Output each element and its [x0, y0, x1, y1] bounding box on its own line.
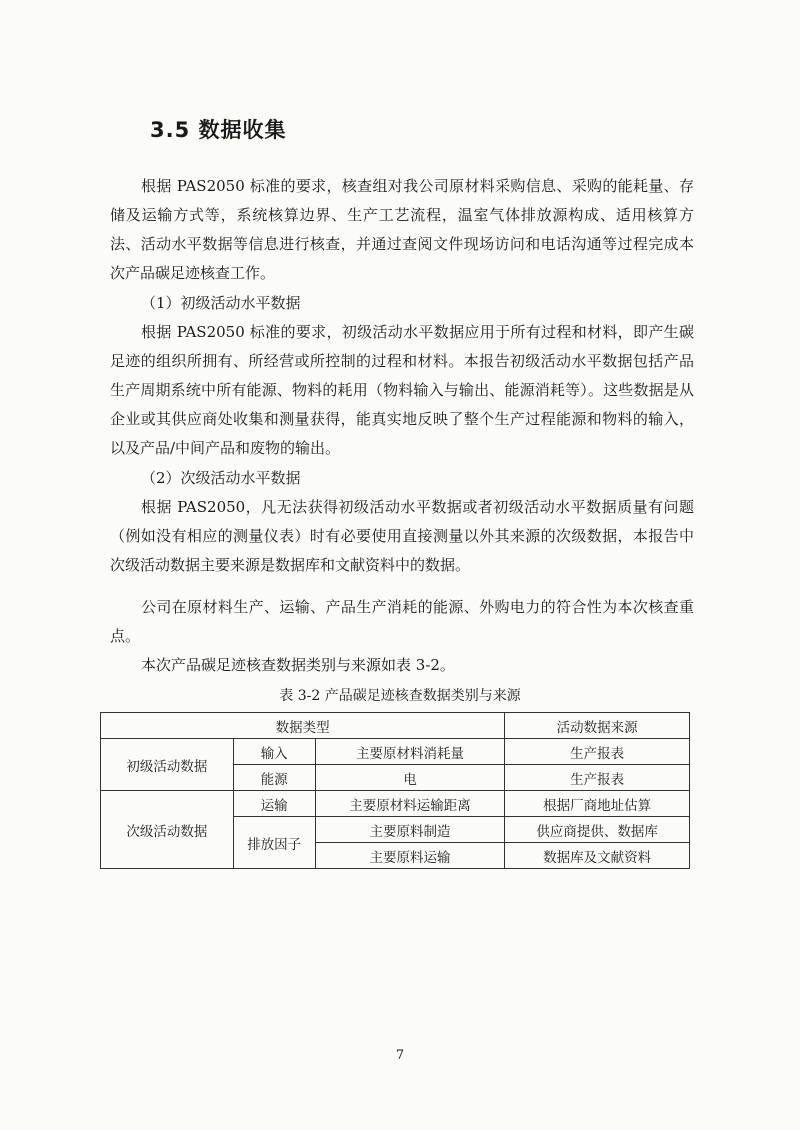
primary-data-paragraph: 根据 PAS2050 标准的要求，初级活动水平数据应用于所有过程和材料，即产生碳足迹的组织所拥有、所经营或所控制的过程和材料。本报告初级活动水平数据包括产品生产周期系统中所有能源、物料的耗用（物料输入与输出、能源消耗等）。这些数据是从企业或其供应商处收集和测量获得，能真实地反映了整个生产过程能源和物料的输入，以及产品/中间产品和废物的输出。 — [110, 323, 694, 457]
source-cell: 供应商提供、数据库 — [505, 817, 690, 843]
primary-data-heading: （1）初级活动水平数据 — [141, 294, 301, 312]
category-cell: 能源 — [233, 765, 315, 791]
item-cell: 主要原料制造 — [315, 817, 505, 843]
source-cell: 数据库及文献资料 — [505, 843, 690, 869]
table-row — [101, 791, 690, 817]
item-cell: 电 — [315, 765, 505, 791]
conformity-paragraph: 公司在原材料生产、运输、产品生产消耗的能源、外购电力的符合性为本次核查重点。 — [110, 598, 694, 645]
item-cell: 主要原材料消耗量 — [315, 739, 505, 765]
table-caption: 表 3-2 产品碳足迹核查数据类别与来源 — [279, 688, 521, 704]
secondary-data-paragraph: 根据 PAS2050，凡无法获得初级活动水平数据或者初级活动水平数据质量有问题（例如没有相应的测量仪表）时有必要使用直接测量以外其来源的次级数据，本报告中次级活动数据主要来源是数据库和文献资料中的数据。 — [110, 498, 694, 574]
header-data-type: 数据类型 — [101, 713, 505, 739]
primary-group-cell: 初级活动数据 — [101, 739, 234, 791]
secondary-data-heading: （2）次级活动水平数据 — [141, 469, 301, 487]
source-cell: 根据厂商地址估算 — [505, 791, 690, 817]
intro-paragraph: 根据 PAS2050 标准的要求，核查组对我公司原材料采购信息、采购的能耗量、存储及运输方式等，系统核算边界、生产工艺流程，温室气体排放源构成、适用核算方法、活动水平数据等信息进行核查，并通过查阅文件现场访问和电话沟通等过程完成本次产品碳足迹核查工作。 — [110, 177, 694, 282]
table-header-row — [101, 713, 690, 739]
category-cell: 排放因子 — [233, 817, 315, 869]
source-cell: 生产报表 — [505, 765, 690, 791]
category-cell: 运输 — [233, 791, 315, 817]
data-source-table — [100, 712, 690, 869]
header-activity-source: 活动数据来源 — [505, 713, 690, 739]
source-cell: 生产报表 — [505, 739, 690, 765]
table-row — [101, 739, 690, 765]
table-intro-paragraph: 本次产品碳足迹核查数据类别与来源如表 3-2。 — [141, 656, 455, 674]
category-cell: 输入 — [233, 739, 315, 765]
page-number: 7 — [395, 1048, 405, 1063]
secondary-group-cell: 次级活动数据 — [101, 791, 234, 869]
item-cell: 主要原材料运输距离 — [315, 791, 505, 817]
section-heading: 3.5 数据收集 — [150, 118, 287, 142]
item-cell: 主要原料运输 — [315, 843, 505, 869]
